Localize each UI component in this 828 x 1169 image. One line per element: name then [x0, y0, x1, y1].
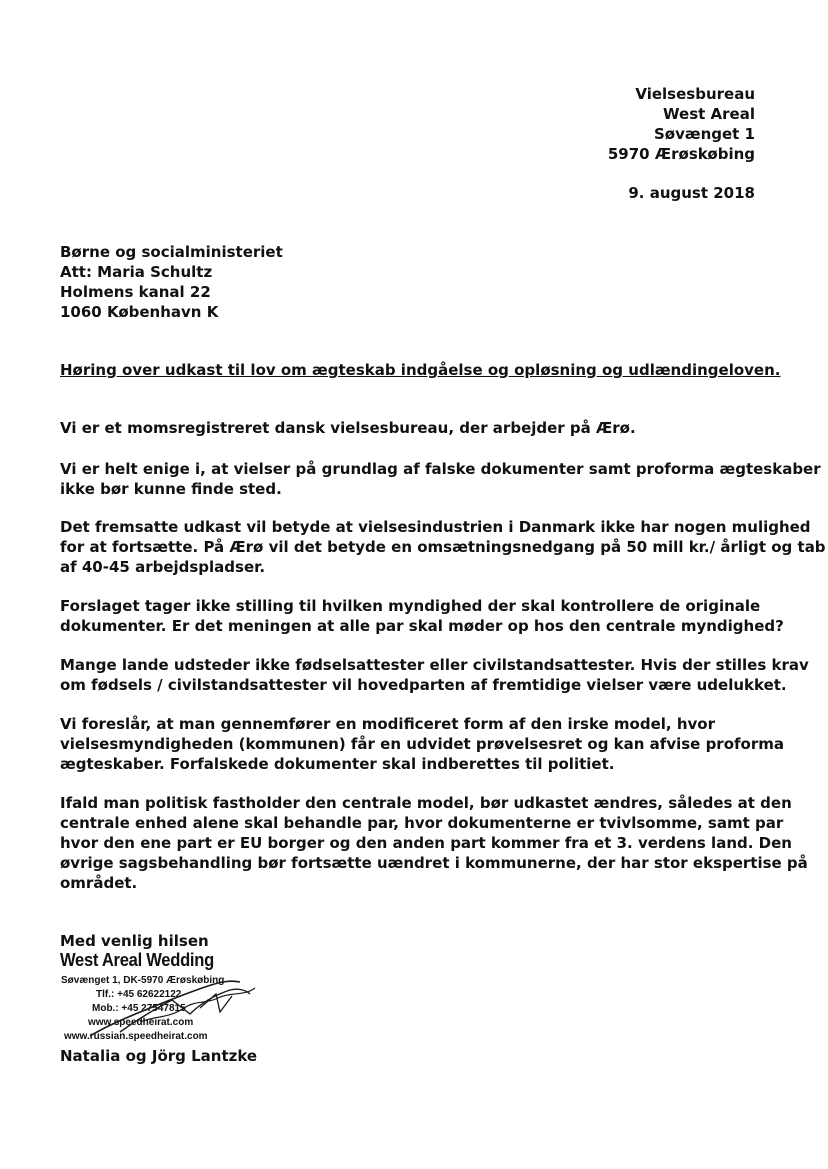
body-line: af 40-45 arbejdspladser.: [60, 558, 266, 576]
body-line: øvrige sagsbehandling bør fortsætte uændret i kommunerne, der har stor ekspertise på: [60, 854, 808, 872]
body-line: om fødsels / civilstandsattester vil hovedparten af fremtidige vielser være udelukket.: [60, 676, 787, 694]
signatories: Natalia og Jörg Lantzke: [60, 1047, 258, 1065]
sender-city: 5970 Ærøskøbing: [607, 145, 755, 163]
sender-area: West Areal: [663, 105, 755, 123]
recipient-street: Holmens kanal 22: [60, 283, 211, 301]
body-line: Ifald man politisk fastholder den centrale model, bør udkastet ændres, således at den: [60, 794, 792, 812]
recipient-org: Børne og socialministeriet: [60, 243, 283, 261]
stamp-website: www.speedheirat.com: [88, 1017, 194, 1028]
handwritten-signature: [80, 974, 270, 1044]
stamp-phone: Tlf.: +45 62622122: [96, 989, 182, 1000]
company-stamp: [60, 950, 260, 1046]
stamp-brand: West Areal Wedding: [60, 950, 214, 970]
body-line: vielsesmyndigheden (kommunen) får en udvidet prøvelsesret og kan afvise proforma: [60, 735, 784, 753]
body-line: centrale enhed alene skal behandle par, hvor dokumenterne er tvivlsomme, samt par: [60, 814, 784, 832]
body-line: ægteskaber. Forfalskede dokumenter skal indberettes til politiet.: [60, 755, 615, 773]
body-line: området.: [60, 874, 138, 892]
stamp-mobile: Mob.: +45 27547815: [92, 1003, 186, 1014]
body-line: dokumenter. Er det meningen at alle par skal møder op hos den centrale myndighed?: [60, 617, 784, 635]
sender-name: Vielsesbureau: [635, 85, 755, 103]
sender-street: Søvænget 1: [653, 125, 755, 143]
stamp-website-russian: www.russian.speedheirat.com: [64, 1031, 208, 1042]
body-line: Det fremsatte udkast vil betyde at vielsesindustrien i Danmark ikke har nogen mulighed: [60, 518, 811, 536]
body-line: for at fortsætte. På Ærø vil det betyde en omsætningsnedgang på 50 mill kr./ årligt og tab: [60, 538, 826, 556]
body-line: Vi er et momsregistreret dansk vielsesbureau, der arbejder på Ærø.: [60, 419, 636, 437]
letter-subject: Høring over udkast til lov om ægteskab indgåelse og opløsning og udlændingeloven.: [60, 361, 781, 379]
body-line: Vi foreslår, at man gennemfører en modificeret form af den irske model, hvor: [60, 715, 715, 733]
recipient-city: 1060 København K: [60, 303, 219, 321]
letter-date: 9. august 2018: [628, 184, 755, 202]
body-line: Mange lande udsteder ikke fødselsattester eller civilstandsattester. Hvis der stilles krav: [60, 656, 809, 674]
body-line: Forslaget tager ikke stilling til hvilken myndighed der skal kontrollere de originale: [60, 597, 761, 615]
stamp-address: Søvænget 1, DK-5970 Ærøskøbing: [61, 975, 225, 986]
recipient-attention: Att: Maria Schultz: [60, 263, 213, 281]
closing-greeting: Med venlig hilsen: [60, 932, 209, 950]
body-line: Vi er helt enige i, at vielser på grundlag af falske dokumenter samt proforma ægteskaber: [60, 460, 821, 478]
body-line: ikke bør kunne finde sted.: [60, 480, 282, 498]
body-line: hvor den ene part er EU borger og den anden part kommer fra et 3. verdens land. Den: [60, 834, 792, 852]
